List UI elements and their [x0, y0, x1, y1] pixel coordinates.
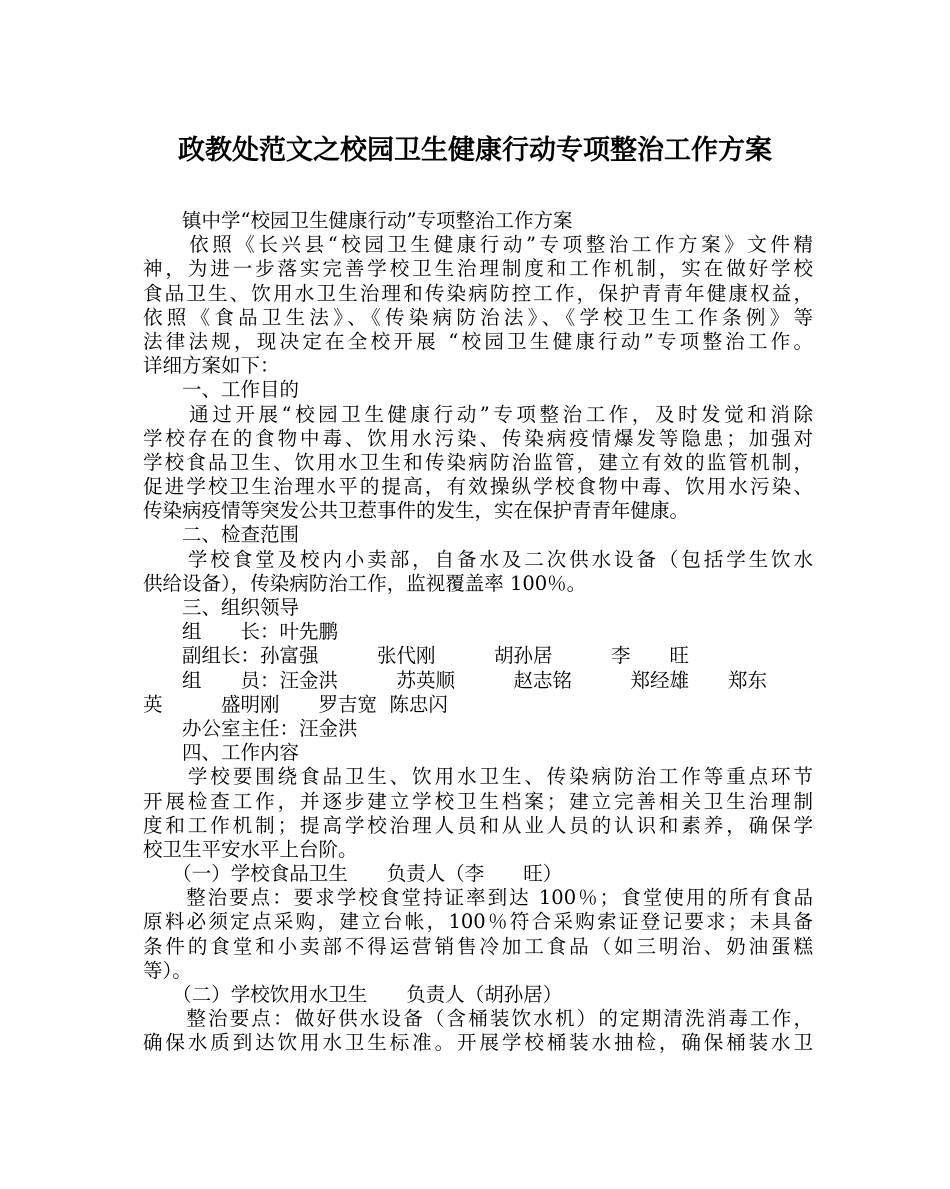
document-body: [143, 209, 813, 1056]
text-line: 四、工作内容: [143, 741, 300, 765]
text-line: 原料必须定点采购，建立台帐，100％符合采购索证登记要求；未具备: [143, 910, 813, 934]
document-title: 政教处范文之校园卫生健康行动专项整治工作方案: [178, 135, 772, 166]
text-line: （二）学校饮用水卫生 负责人（胡孙居）: [143, 983, 563, 1006]
text-line: 三、组织领导: [143, 596, 300, 619]
text-line: 办公室主任：汪金洪: [143, 716, 358, 740]
text-line: 等）。: [143, 958, 192, 982]
text-line: 学校存在的食物中毒、饮用水污染、传染病疫情爆发等隐患；加强对: [143, 426, 813, 450]
text-line: 确保水质到达饮用水卫生标准。开展学校桶装水抽检，确保桶装水卫: [143, 1031, 813, 1055]
text-line: 组 长：叶先鹏: [143, 620, 339, 644]
text-line: 依照《长兴县“校园卫生健康行动”专项整治工作方案》文件精: [143, 233, 813, 257]
text-line: 学校要围绕食品卫生、饮用水卫生、传染病防治工作等重点环节: [143, 765, 813, 789]
text-line: 英 盛明刚 罗吉宽 陈忠闪: [143, 692, 448, 716]
text-line: 开展检查工作，并逐步建立学校卫生档案；建立完善相关卫生治理制: [143, 789, 813, 813]
text-line: 一、工作目的: [143, 378, 300, 402]
text-line: 法律法规，现决定在全校开展 “校园卫生健康行动”专项整治工作。: [143, 329, 813, 353]
text-line: 传染病疫情等突发公共卫惹事件的发生，实在保护青青年健康。: [143, 499, 690, 523]
text-line: 条件的食堂和小卖部不得运营销售冷加工食品（如三明治、奶油蛋糕: [143, 934, 813, 958]
text-line: 整治要点：要求学校食堂持证率到达 100％；食堂使用的所有食品: [143, 886, 813, 910]
text-line: 供给设备），传染病防治工作，监视覆盖率 100％。: [143, 571, 587, 595]
text-line: 校卫生平安水平上台阶。: [143, 837, 358, 861]
text-line: 度和工作机制；提高学校治理人员和从业人员的认识和素养，确保学: [143, 813, 813, 837]
text-line: 组 员：汪金洪 苏英顺 赵志铭 郑经雄 郑东: [143, 668, 768, 692]
text-line: 神，为进一步落实完善学校卫生治理制度和工作机制，实在做好学校: [143, 257, 813, 281]
text-line: 食品卫生、饮用水卫生治理和传染病防控工作，保护青青年健康权益，: [143, 281, 813, 305]
text-line: 副组长：孙富强 张代刚 胡孙居 李 旺: [143, 644, 690, 668]
text-line: 促进学校卫生治理水平的提高，有效操纵学校食物中毒、饮用水污染、: [143, 475, 813, 499]
text-line: 详细方案如下：: [143, 354, 280, 378]
text-line: 二、检查范围: [143, 523, 300, 547]
text-line: （一）学校食品卫生 负责人（李 旺）: [143, 862, 563, 886]
text-line: 学校食堂及校内小卖部，自备水及二次供水设备（包括学生饮水: [143, 547, 813, 571]
text-line: 学校食品卫生、饮用水卫生和传染病防治监管，建立有效的监管机制，: [143, 450, 813, 474]
text-line: 整治要点：做好供水设备（含桶装饮水机）的定期清洗消毒工作，: [143, 1007, 813, 1031]
text-line: 镇中学“校园卫生健康行动”专项整治工作方案: [143, 209, 573, 232]
text-line: 依照《食品卫生法》、《传染病防治法》、《学校卫生工作条例》等: [143, 305, 813, 329]
text-line: 通过开展“校园卫生健康行动”专项整治工作，及时发觉和消除: [143, 402, 813, 426]
